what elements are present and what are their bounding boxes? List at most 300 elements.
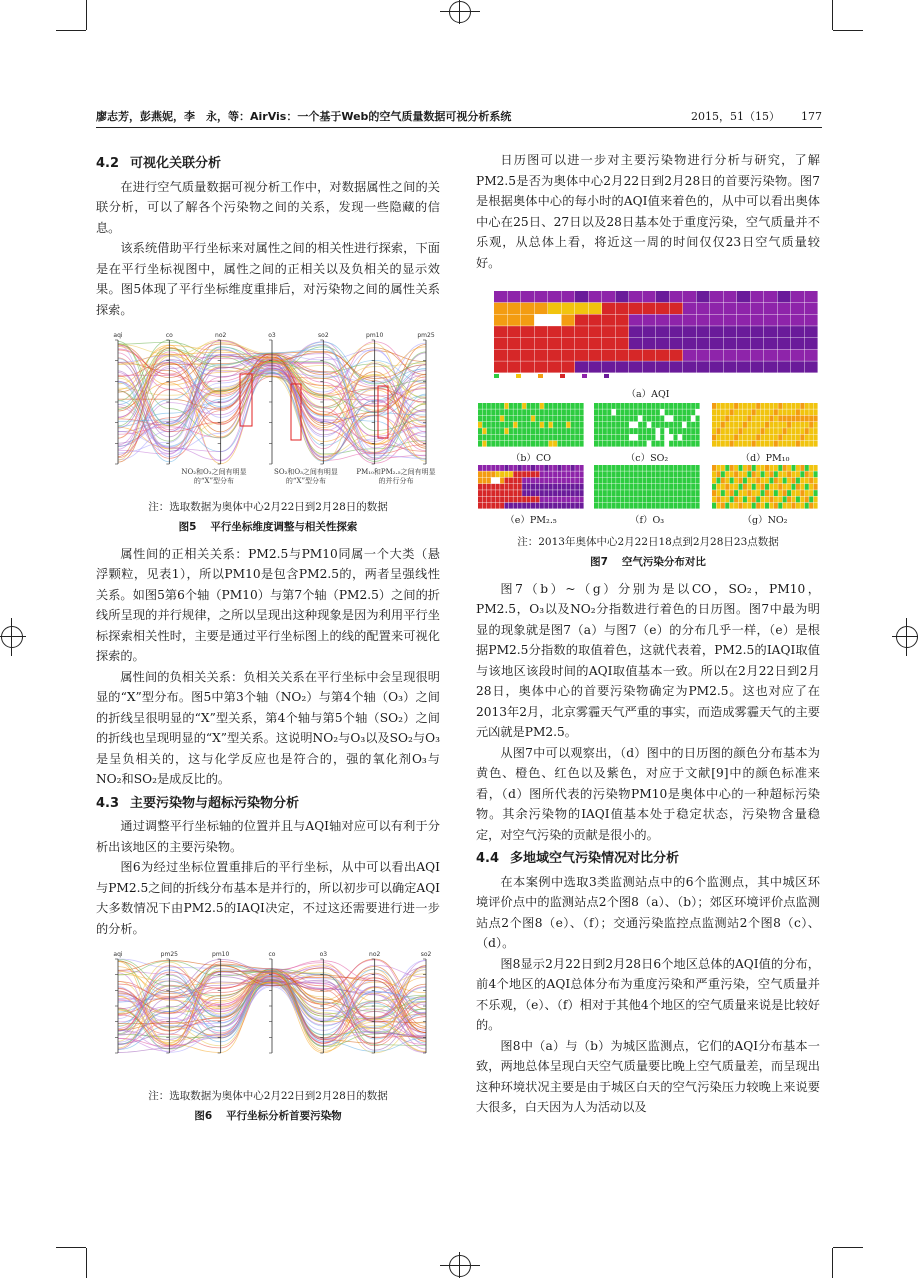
- calendar-cell: [734, 422, 738, 428]
- calendar-cell: [756, 471, 760, 477]
- calendar-cell: [607, 416, 611, 422]
- calendar-cell: [805, 403, 809, 409]
- calendar-cell: [621, 484, 625, 490]
- calendar-cell: [553, 471, 557, 477]
- calendar-cell: [594, 422, 598, 428]
- calendar-cell: [598, 465, 602, 471]
- calendar-cell: [761, 465, 765, 471]
- calendar-cell: [487, 503, 491, 509]
- calendar-cell: [496, 434, 500, 440]
- calendar-cell: [558, 465, 562, 471]
- calendar-cell: [669, 416, 673, 422]
- calendar-cell: [696, 428, 700, 434]
- calendar-cell: [761, 471, 765, 477]
- calendar-cell: [712, 409, 716, 415]
- calendar-cell: [691, 478, 695, 484]
- calendar-cell: [682, 478, 686, 484]
- calendar-cell: [756, 465, 760, 471]
- calendar-cell: [665, 428, 669, 434]
- calendar-cell: [607, 434, 611, 440]
- calendar-cell: [712, 484, 716, 490]
- calendar-cell: [535, 416, 539, 422]
- calendar-cell: [598, 496, 602, 502]
- calendar-cell: [792, 471, 796, 477]
- calendar-cell: [558, 484, 562, 490]
- calendar-cell: [739, 403, 743, 409]
- calendar-cell: [800, 416, 804, 422]
- calendar-cell: [778, 326, 791, 337]
- calendar-cell: [800, 490, 804, 496]
- calendar-cell: [691, 471, 695, 477]
- section-number: 4.2: [96, 156, 120, 171]
- calendar-cell: [589, 338, 602, 349]
- calendar-cell: [674, 422, 678, 428]
- calendar-cell: [544, 478, 548, 484]
- calendar-cell: [571, 403, 575, 409]
- calendar-cell: [549, 478, 553, 484]
- calendar-cell: [518, 478, 522, 484]
- calendar-cell: [691, 490, 695, 496]
- calendar-cell: [494, 291, 507, 302]
- paragraph: 日历图可以进一步对主要污染物进行分析与研究，了解PM2.5是否为奥体中心2月22日到2月28日的首要污染物。图7是根据奥体中心的每小时的AQI值来着色的，从中可以看出奥体中心在25日、27日以及28日基本处于重度污染，空气质量并不乐观，从总体上看，将近这一周的时间仅仅23日空气质量较好。: [476, 153, 820, 270]
- calendar-cell: [544, 422, 548, 428]
- calendar-cell: [643, 496, 647, 502]
- calendar-cell: [553, 409, 557, 415]
- calendar-cell: [634, 484, 638, 490]
- calendar-cell: [687, 496, 691, 502]
- axis-label: pm10: [366, 332, 384, 339]
- calendar-cell: [508, 291, 521, 302]
- calendar-cell: [607, 490, 611, 496]
- calendar-cell: [660, 471, 664, 477]
- calendar-cell: [580, 490, 584, 496]
- calendar-cell: [518, 422, 522, 428]
- calendar-cell: [571, 496, 575, 502]
- calendar-cell: [607, 484, 611, 490]
- calendar-cell: [656, 303, 669, 314]
- calendar-cell: [575, 403, 579, 409]
- calendar-cell: [665, 403, 669, 409]
- calendar-cell: [800, 484, 804, 490]
- calendar-cell: [505, 441, 509, 447]
- legend-swatch: [494, 374, 499, 378]
- calendar-cell: [598, 409, 602, 415]
- calendar-cell: [598, 434, 602, 440]
- registration-mark-top: [440, 11, 480, 12]
- calendar-cell: [730, 416, 734, 422]
- calendar-cell: [814, 416, 818, 422]
- calendar-cell: [814, 409, 818, 415]
- calendar-cell: [544, 441, 548, 447]
- calendar-cell: [691, 503, 695, 509]
- calendar-cell: [747, 428, 751, 434]
- calendar-cell: [553, 465, 557, 471]
- calendar-cell: [769, 478, 773, 484]
- calendar-cell: [535, 403, 539, 409]
- calendar-cell: [660, 409, 664, 415]
- calendar-cell: [805, 428, 809, 434]
- calendar-cell: [739, 465, 743, 471]
- calendar-cell: [505, 416, 509, 422]
- calendar-cell: [598, 471, 602, 477]
- calendar-cell: [491, 422, 495, 428]
- calendar-cell: [548, 338, 561, 349]
- calendar-cell: [607, 465, 611, 471]
- calendar-cell: [522, 490, 526, 496]
- calendar-cell: [527, 403, 531, 409]
- calendar-cell: [756, 490, 760, 496]
- calendar-cell: [562, 314, 575, 325]
- calendar-cell: [734, 465, 738, 471]
- calendar-cell: [751, 314, 764, 325]
- calendar-cell: [509, 496, 513, 502]
- calendar-cell: [616, 291, 629, 302]
- calendar-cell: [712, 503, 716, 509]
- calendar-cell: [638, 490, 642, 496]
- calendar-cell: [792, 422, 796, 428]
- calendar-cell: [752, 484, 756, 490]
- calendar-cell: [509, 503, 513, 509]
- calendar-cell: [697, 326, 710, 337]
- calendar-cell: [553, 503, 557, 509]
- crop-mark: [86, 0, 87, 30]
- calendar-cell: [643, 338, 656, 349]
- calendar-cell: [491, 409, 495, 415]
- calendar-cell: [712, 403, 716, 409]
- calendar-cell: [756, 416, 760, 422]
- calendar-cell: [562, 503, 566, 509]
- calendar-cell: [612, 416, 616, 422]
- calendar-cell: [651, 465, 655, 471]
- calendar-cell: [638, 422, 642, 428]
- calendar-cell: [791, 303, 804, 314]
- calendar-cell: [607, 503, 611, 509]
- calendar-cell: [621, 478, 625, 484]
- calendar-cell: [540, 409, 544, 415]
- calendar-cell: [674, 416, 678, 422]
- calendar-cell: [487, 403, 491, 409]
- calendar-cell: [509, 403, 513, 409]
- calendar-cell: [691, 422, 695, 428]
- figure-7b-subcaption: （b）CO: [510, 453, 552, 464]
- calendar-cell: [598, 478, 602, 484]
- calendar-cell: [787, 416, 791, 422]
- calendar-cell: [656, 428, 660, 434]
- calendar-cell: [805, 503, 809, 509]
- header-issue-page: [691, 108, 822, 124]
- calendar-cell: [566, 490, 570, 496]
- calendar-cell: [696, 478, 700, 484]
- calendar-cell: [647, 503, 651, 509]
- calendar-cell: [562, 416, 566, 422]
- calendar-cell: [643, 422, 647, 428]
- calendar-cell: [535, 471, 539, 477]
- calendar-cell: [478, 403, 482, 409]
- calendar-cell: [594, 441, 598, 447]
- calendar-cell: [478, 484, 482, 490]
- legend-swatch: [626, 374, 631, 378]
- calendar-cell: [491, 441, 495, 447]
- calendar-cell: [783, 503, 787, 509]
- calendar-cell: [739, 503, 743, 509]
- calendar-cell: [725, 434, 729, 440]
- figure-7e-pm25-calendar: [478, 465, 584, 509]
- calendar-cell: [805, 471, 809, 477]
- calendar-cell: [540, 471, 544, 477]
- calendar-cell: [761, 416, 765, 422]
- calendar-cell: [602, 326, 615, 337]
- calendar-cell: [558, 478, 562, 484]
- calendar-cell: [527, 428, 531, 434]
- calendar-cell: [634, 465, 638, 471]
- calendar-cell: [575, 496, 579, 502]
- calendar-cell: [616, 314, 629, 325]
- calendar-cell: [571, 490, 575, 496]
- calendar-cell: [616, 484, 620, 490]
- calendar-cell: [665, 503, 669, 509]
- calendar-cell: [682, 441, 686, 447]
- calendar-cell: [737, 338, 750, 349]
- calendar-cell: [580, 428, 584, 434]
- calendar-cell: [531, 496, 535, 502]
- calendar-cell: [513, 484, 517, 490]
- calendar-cell: [548, 291, 561, 302]
- calendar-cell: [629, 314, 642, 325]
- calendar-cell: [712, 428, 716, 434]
- calendar-cell: [594, 428, 598, 434]
- calendar-cell: [553, 428, 557, 434]
- calendar-cell: [721, 422, 725, 428]
- calendar-cell: [764, 303, 777, 314]
- calendar-cell: [805, 484, 809, 490]
- calendar-cell: [669, 465, 673, 471]
- calendar-cell: [482, 441, 486, 447]
- calendar-cell: [625, 428, 629, 434]
- legend-swatch: [516, 374, 521, 378]
- calendar-cell: [764, 314, 777, 325]
- calendar-cell: [580, 496, 584, 502]
- calendar-cell: [500, 441, 504, 447]
- calendar-cell: [580, 416, 584, 422]
- calendar-cell: [725, 409, 729, 415]
- calendar-cell: [540, 441, 544, 447]
- calendar-cell: [548, 350, 561, 361]
- calendar-cell: [710, 350, 723, 361]
- calendar-cell: [674, 409, 678, 415]
- calendar-cell: [696, 503, 700, 509]
- calendar-cell: [778, 465, 782, 471]
- calendar-cell: [500, 422, 504, 428]
- calendar-cell: [774, 441, 778, 447]
- calendar-cell: [774, 503, 778, 509]
- calendar-cell: [629, 465, 633, 471]
- calendar-cell: [809, 490, 813, 496]
- calendar-cell: [549, 503, 553, 509]
- registration-mark-top: [459, 0, 460, 24]
- calendar-cell: [518, 503, 522, 509]
- calendar-cell: [531, 428, 535, 434]
- calendar-cell: [527, 434, 531, 440]
- calendar-cell: [629, 291, 642, 302]
- calendar-cell: [805, 465, 809, 471]
- calendar-cell: [482, 434, 486, 440]
- calendar-cell: [756, 422, 760, 428]
- calendar-cell: [739, 471, 743, 477]
- calendar-cell: [752, 441, 756, 447]
- calendar-cell: [549, 416, 553, 422]
- calendar-cell: [761, 428, 765, 434]
- calendar-cell: [725, 428, 729, 434]
- calendar-cell: [809, 465, 813, 471]
- calendar-cell: [756, 403, 760, 409]
- calendar-cell: [678, 409, 682, 415]
- calendar-cell: [737, 303, 750, 314]
- calendar-cell: [562, 496, 566, 502]
- calendar-cell: [752, 496, 756, 502]
- calendar-cell: [643, 471, 647, 477]
- calendar-cell: [809, 484, 813, 490]
- axis-label: pm25: [417, 332, 435, 339]
- paragraph: 图8显示2月22日到2月28日6个地区总体的AQI值的分布，前4个地区的AQI总体分布为重度污染和严重污染，空气质量并不乐观，（e）、（f）相对于其他4个地区的空气质量来说是比较好的。: [476, 956, 820, 1032]
- calendar-cell: [800, 441, 804, 447]
- figure-6-parallel-coordinates: [96, 947, 440, 1087]
- calendar-cell: [518, 496, 522, 502]
- calendar-cell: [682, 496, 686, 502]
- calendar-cell: [616, 422, 620, 428]
- calendar-cell: [527, 484, 531, 490]
- calendar-cell: [535, 314, 548, 325]
- calendar-cell: [638, 503, 642, 509]
- calendar-cell: [598, 403, 602, 409]
- calendar-cell: [629, 434, 633, 440]
- calendar-cell: [774, 496, 778, 502]
- calendar-cell: [778, 478, 782, 484]
- calendar-cell: [674, 484, 678, 490]
- calendar-cell: [549, 428, 553, 434]
- calendar-cell: [796, 441, 800, 447]
- calendar-cell: [491, 478, 495, 484]
- calendar-cell: [629, 478, 633, 484]
- calendar-cell: [589, 350, 602, 361]
- calendar-cell: [752, 409, 756, 415]
- calendar-cell: [660, 441, 664, 447]
- calendar-cell: [562, 428, 566, 434]
- figure-caption-text: 空气污染分布对比: [621, 556, 706, 568]
- calendar-cell: [491, 428, 495, 434]
- axis-label: co: [165, 332, 173, 339]
- calendar-cell: [638, 428, 642, 434]
- calendar-cell: [509, 484, 513, 490]
- calendar-cell: [761, 484, 765, 490]
- calendar-cell: [494, 314, 507, 325]
- calendar-cell: [558, 490, 562, 496]
- calendar-cell: [643, 314, 656, 325]
- calendar-cell: [602, 338, 615, 349]
- figure-caption-text: 平行坐标维度调整与相关性探索: [210, 521, 358, 533]
- calendar-cell: [478, 441, 482, 447]
- calendar-cell: [739, 496, 743, 502]
- calendar-cell: [571, 441, 575, 447]
- calendar-cell: [656, 490, 660, 496]
- calendar-cell: [783, 409, 787, 415]
- calendar-cell: [721, 409, 725, 415]
- calendar-cell: [629, 303, 642, 314]
- calendar-cell: [805, 490, 809, 496]
- calendar-cell: [487, 416, 491, 422]
- calendar-cell: [805, 338, 818, 349]
- calendar-cell: [669, 490, 673, 496]
- calendar-cell: [665, 471, 669, 477]
- calendar-cell: [765, 403, 769, 409]
- calendar-cell: [814, 403, 818, 409]
- calendar-cell: [598, 441, 602, 447]
- calendar-cell: [774, 484, 778, 490]
- calendar-cell: [616, 338, 629, 349]
- calendar-cell: [531, 416, 535, 422]
- calendar-cell: [660, 496, 664, 502]
- calendar-cell: [691, 465, 695, 471]
- calendar-cell: [660, 403, 664, 409]
- calendar-cell: [756, 441, 760, 447]
- calendar-cell: [575, 503, 579, 509]
- calendar-cell: [656, 338, 669, 349]
- calendar-cell: [678, 478, 682, 484]
- calendar-cell: [562, 465, 566, 471]
- calendar-cell: [544, 403, 548, 409]
- calendar-cell: [725, 490, 729, 496]
- calendar-cell: [621, 471, 625, 477]
- calendar-cell: [612, 409, 616, 415]
- calendar-cell: [643, 303, 656, 314]
- calendar-cell: [669, 422, 673, 428]
- calendar-cell: [778, 409, 782, 415]
- calendar-cell: [527, 496, 531, 502]
- calendar-cell: [651, 409, 655, 415]
- calendar-cell: [505, 471, 509, 477]
- calendar-cell: [687, 434, 691, 440]
- calendar-cell: [566, 503, 570, 509]
- figure-6: [96, 947, 440, 1087]
- calendar-cell: [682, 465, 686, 471]
- calendar-cell: [580, 471, 584, 477]
- calendar-cell: [769, 484, 773, 490]
- calendar-cell: [629, 484, 633, 490]
- calendar-cell: [496, 465, 500, 471]
- calendar-cell: [725, 465, 729, 471]
- calendar-cell: [505, 434, 509, 440]
- calendar-cell: [765, 484, 769, 490]
- calendar-cell: [769, 428, 773, 434]
- calendar-cell: [575, 291, 588, 302]
- calendar-cell: [651, 490, 655, 496]
- calendar-cell: [778, 361, 791, 372]
- calendar-cell: [778, 441, 782, 447]
- calendar-cell: [566, 496, 570, 502]
- calendar-cell: [616, 361, 629, 372]
- calendar-cell: [527, 465, 531, 471]
- calendar-cell: [518, 403, 522, 409]
- registration-mark-top: [449, 1, 471, 23]
- calendar-cell: [531, 422, 535, 428]
- calendar-cell: [712, 478, 716, 484]
- calendar-cell: [558, 403, 562, 409]
- calendar-cell: [549, 490, 553, 496]
- calendar-cell: [696, 409, 700, 415]
- calendar-cell: [751, 303, 764, 314]
- calendar-cell: [678, 490, 682, 496]
- calendar-cell: [696, 490, 700, 496]
- calendar-cell: [500, 471, 504, 477]
